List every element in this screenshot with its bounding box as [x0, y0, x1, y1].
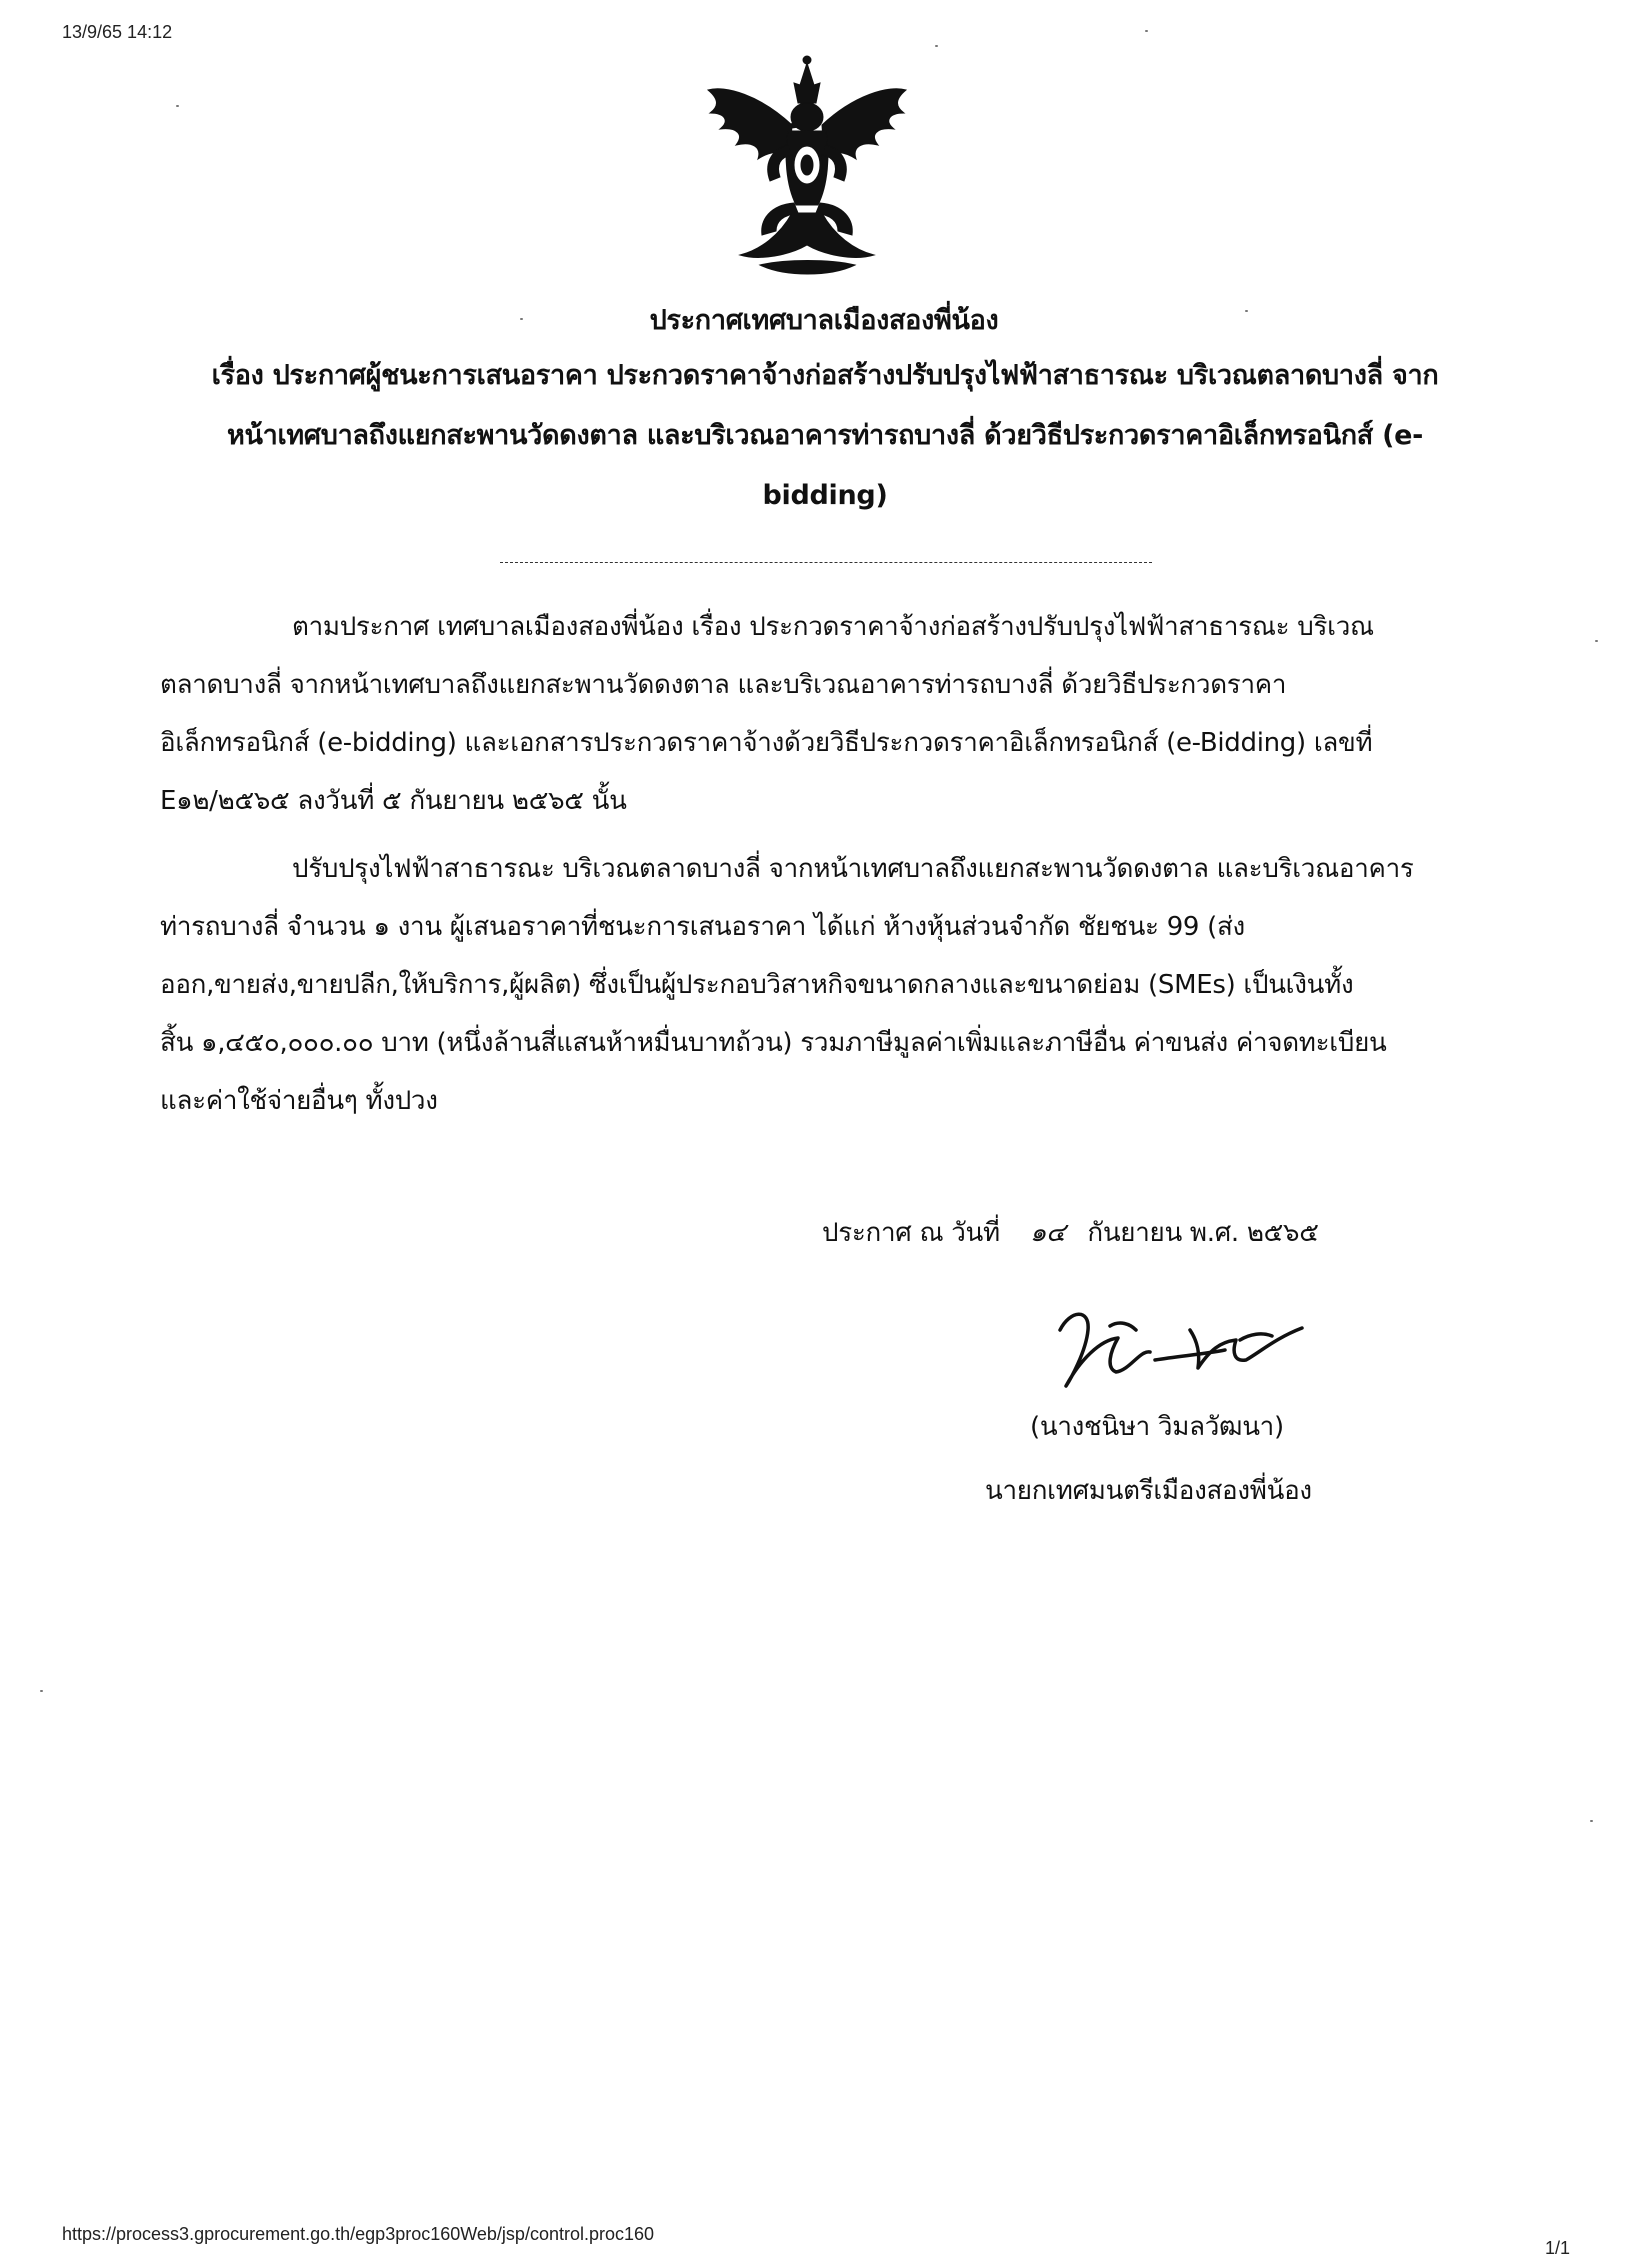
subject-line: bidding) [762, 480, 888, 511]
announcement-issuer: ประกาศเทศบาลเมืองสองพี่น้อง [649, 305, 999, 336]
signer-name: (นางชนิษา วิมลวัฒนา) [1030, 1412, 1284, 1442]
print-timestamp: 13/9/65 14:12 [62, 22, 173, 42]
signer-title: นายกเทศมนตรีเมืองสองพี่น้อง [985, 1476, 1312, 1506]
date-suffix: กันยายน พ.ศ. ๒๕๖๕ [1087, 1218, 1319, 1248]
scan-speck [1590, 1820, 1593, 1822]
paragraph-line: ตามประกาศ เทศบาลเมืองสองพี่น้อง เรื่อง ประกวดราคาจ้างก่อสร้างปรับปรุงไฟฟ้าสาธารณะ บริเวณ [292, 612, 1374, 642]
paragraph-line: ท่ารถบางลี่ จำนวน ๑ งาน ผู้เสนอราคาที่ชนะการเสนอราคา ได้แก่ ห้างหุ้นส่วนจำกัด ชัยชนะ 99 (ส่ง [160, 912, 1245, 942]
paragraph-line: และค่าใช้จ่ายอื่นๆ ทั้งปวง [160, 1086, 438, 1116]
paragraph-2 [160, 840, 1414, 1130]
announcement-date [822, 1204, 1319, 1262]
footer-url: https://process3.gprocurement.go.th/egp3proc160Web/jsp/control.proc160 [62, 2224, 655, 2244]
handwritten-signature-icon [1040, 1290, 1320, 1400]
subject-line: เรื่อง ประกาศผู้ชนะการเสนอราคา ประกวดราคาจ้างก่อสร้างปรับปรุงไฟฟ้าสาธารณะ บริเวณตลาดบางลี่ จาก [211, 360, 1439, 391]
paragraph-line: ตลาดบางลี่ จากหน้าเทศบาลถึงแยกสะพานวัดดงตาล และบริเวณอาคารท่ารถบางลี่ ด้วยวิธีประกวดราคา [160, 670, 1287, 700]
scan-speck [176, 105, 179, 107]
scan-speck [1145, 30, 1148, 32]
subject-line: หน้าเทศบาลถึงแยกสะพานวัดดงตาล และบริเวณอาคารท่ารถบางลี่ ด้วยวิธีประกวดราคาอิเล็กทรอนิกส์ (e- [226, 420, 1424, 451]
section-divider [500, 562, 1152, 563]
announcement-subject [155, 346, 1495, 526]
paragraph-line: ปรับปรุงไฟฟ้าสาธารณะ บริเวณตลาดบางลี่ จากหน้าเทศบาลถึงแยกสะพานวัดดงตาล และบริเวณอาคาร [292, 854, 1414, 884]
scan-speck [520, 318, 523, 320]
garuda-emblem-icon [700, 55, 915, 285]
date-prefix: ประกาศ ณ วันที่ [822, 1218, 1000, 1248]
paragraph-line: สิ้น ๑,๔๕๐,๐๐๐.๐๐ บาท (หนึ่งล้านสี่แสนห้าหมื่นบาทถ้วน) รวมภาษีมูลค่าเพิ่มและภาษีอื่น ค่าขนส่ง ค่าจดทะเบียน [160, 1028, 1387, 1058]
paragraph-line: E๑๒/๒๕๖๕ ลงวันที่ ๕ กันยายน ๒๕๖๕ นั้น [160, 786, 627, 816]
scan-speck [40, 1690, 43, 1692]
scan-speck [1245, 310, 1248, 312]
scan-speck [935, 45, 938, 47]
scan-speck [1595, 640, 1598, 642]
paragraph-line: อิเล็กทรอนิกส์ (e-bidding) และเอกสารประกวดราคาจ้างด้วยวิธีประกวดราคาอิเล็กทรอนิกส์ (e-Bidding) เลขที่ [160, 728, 1373, 758]
paragraph-1 [160, 598, 1374, 830]
page-number: 1/1 [1545, 2238, 1571, 2258]
paragraph-line: ออก,ขายส่ง,ขายปลีก,ให้บริการ,ผู้ผลิต) ซึ่งเป็นผู้ประกอบวิสาหกิจขนาดกลางและขนาดย่อม (SMEs) เป็นเงินทั้ง [160, 970, 1354, 1000]
date-day: ๑๔ [1029, 1218, 1066, 1248]
